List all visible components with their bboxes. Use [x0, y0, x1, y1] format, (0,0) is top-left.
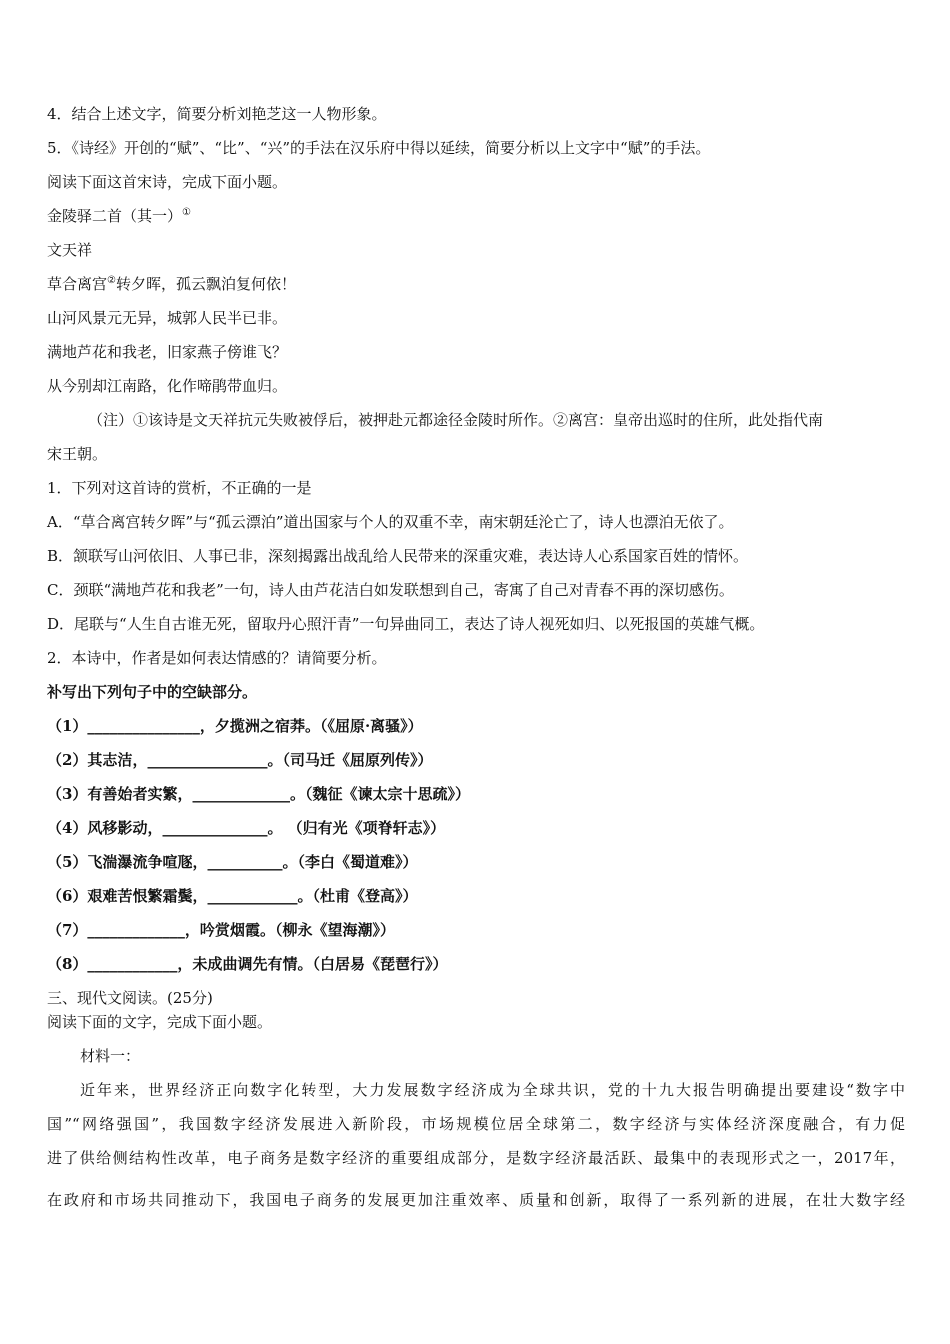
- poem-title: [47, 206, 905, 226]
- fill-item-4: （4）风移影动，______________。 （归有光《项脊轩志》）: [47, 819, 446, 837]
- poem-title-text: 金陵驿二首（其一）: [47, 207, 183, 225]
- fill-item-1: （1）_______________，夕揽洲之宿莽。（《屈原·离骚》）: [47, 717, 423, 735]
- fill-item-3: （3）有善始者实繁，_____________。（魏征《谏太宗十思疏》）: [47, 785, 470, 803]
- paragraph-line-2: 国”“网络强国”，我国数字经济发展进入新阶段，市场规模位居全球第二，数字经济与实体经济深度融合，有力促: [47, 1115, 905, 1133]
- fill-item-8: （8）____________，未成曲调先有情。（白居易《琵琶行》）: [47, 955, 448, 973]
- poem-line-2: 山河风景元无异，城郭人民半已非。: [47, 309, 288, 327]
- option-c: C．颈联“满地芦花和我老”一句，诗人由芦花洁白如发联想到自己，寄寓了自己对青春不再的深切感伤。: [47, 581, 734, 599]
- modern-intro: 阅读下面的文字，完成下面小题。: [47, 1013, 273, 1031]
- poem-question-1: 1．下列对这首诗的赏析，不正确的一是: [47, 479, 312, 497]
- option-d: D．尾联与“人生自古谁无死，留取丹心照汗青”一句异曲同工，表达了诗人视死如归、以死报国的英雄气概。: [47, 615, 765, 633]
- poem-author: 文天祥: [47, 241, 93, 259]
- poem-line-1-note: ②: [107, 275, 116, 286]
- material-label: 材料一：: [80, 1047, 141, 1065]
- poem-line-3: 满地芦花和我老，旧家燕子傍谁飞？: [47, 343, 288, 361]
- poem-line-1-a: 草合离宫: [47, 275, 108, 293]
- paragraph-line-1: 近年来，世界经济正向数字化转型，大力发展数字经济成为全球共识，党的十九大报告明确提出要建设“数字中: [80, 1081, 905, 1099]
- paragraph-line-3: 进了供给侧结构性改革，电子商务是数字经济的重要组成部分，是数字经济最活跃、最集中的表现形式之一，2017年，: [47, 1149, 905, 1167]
- poem-intro: 阅读下面这首宋诗，完成下面小题。: [47, 173, 288, 191]
- poem-note-line-1: （注）①该诗是文天祥抗元失败被俘后，被押赴元都途径金陵时所作。②离宫：皇帝出巡时的住所，此处指代南: [88, 411, 824, 429]
- poem-line-1-b: 转夕晖，孤云飘泊复何依！: [115, 275, 296, 293]
- fill-item-5: （5）飞湍瀑流争喧豗，__________。（李白《蜀道难》）: [47, 853, 418, 871]
- poem-note-line-2: 宋王朝。: [47, 445, 108, 463]
- fill-item-7: （7）_____________，吟赏烟霞。（柳永《望海潮》）: [47, 921, 395, 939]
- option-a: A．“草合离宫转夕晖”与“孤云漂泊”道出国家与个人的双重不幸，南宋朝廷沦亡了，诗人也漂泊无依了。: [47, 513, 734, 531]
- poem-title-note: ①: [182, 207, 191, 218]
- fill-item-6: （6）艰难苦恨繁霜鬓，____________。（杜甫《登高》）: [47, 887, 418, 905]
- modern-heading: 三、现代文阅读。(25分): [47, 989, 213, 1007]
- poem-line-4: 从今别却江南路，化作啼鹃带血归。: [47, 377, 288, 395]
- option-b: B．颔联写山河依旧、人事已非，深刻揭露出战乱给人民带来的深重灾难，表达诗人心系国家百姓的情怀。: [47, 547, 749, 565]
- fill-heading: 补写出下列句子中的空缺部分。: [47, 683, 258, 701]
- question-4: 4．结合上述文字，简要分析刘艳芝这一人物形象。: [47, 105, 387, 123]
- poem-question-2: 2．本诗中，作者是如何表达情感的？请简要分析。: [47, 649, 387, 667]
- paragraph-line-4: 在政府和市场共同推动下，我国电子商务的发展更加注重效率、质量和创新，取得了一系列新的进展，在壮大数字经: [47, 1191, 905, 1209]
- fill-item-2: （2）其志洁，________________。（司马迁《屈原列传》）: [47, 751, 433, 769]
- poem-line-1: [47, 274, 905, 294]
- question-5: 5．《诗经》开创的“赋”、“比”、“兴”的手法在汉乐府中得以延续，简要分析以上文字中“赋”的手法。: [47, 139, 711, 157]
